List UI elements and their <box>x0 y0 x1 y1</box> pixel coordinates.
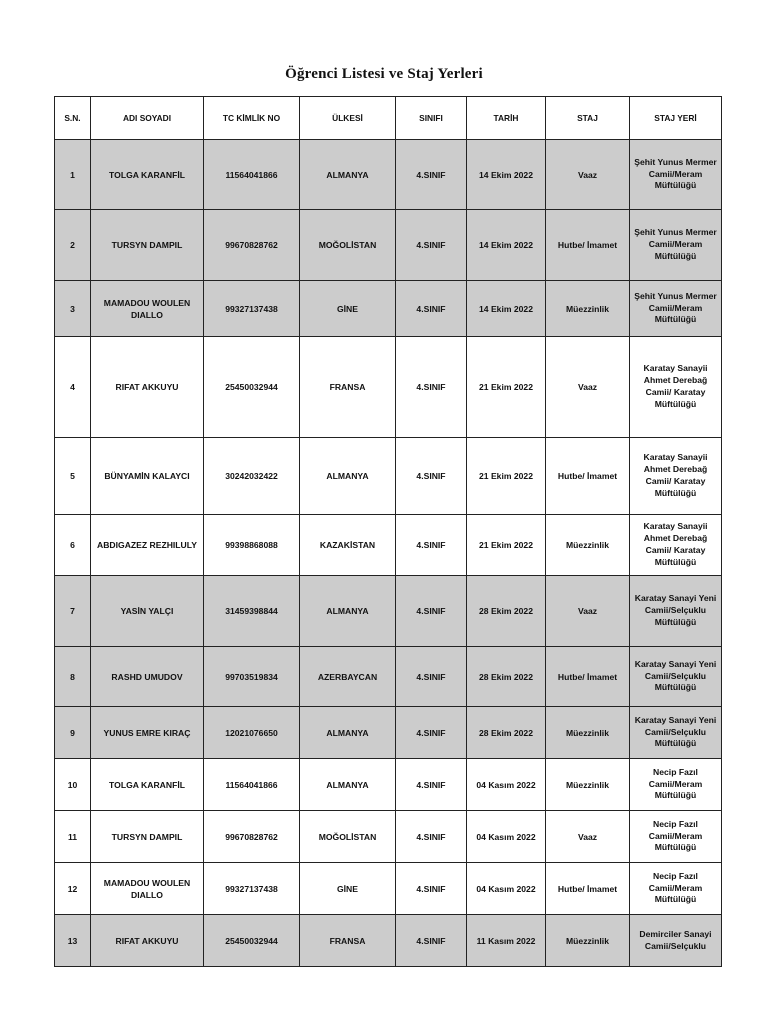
cell-staj: Müezzinlik <box>546 281 630 337</box>
cell-date: 21 Ekim 2022 <box>467 515 546 576</box>
cell-date: 21 Ekim 2022 <box>467 438 546 515</box>
cell-date: 28 Ekim 2022 <box>467 707 546 759</box>
cell-class: 4.SINIF <box>396 281 467 337</box>
cell-place: Karatay Sanayi Yeni Camii/Selçuklu Müftülüğü <box>630 707 722 759</box>
cell-class: 4.SINIF <box>396 337 467 438</box>
cell-country: GİNE <box>300 281 396 337</box>
cell-place: Karatay Sanayii Ahmet Derebağ Camii/ Karatay Müftülüğü <box>630 438 722 515</box>
cell-staj: Hutbe/ İmamet <box>546 863 630 915</box>
cell-sn: 2 <box>55 210 91 281</box>
cell-place: Necip Fazıl Camii/Meram Müftülüğü <box>630 863 722 915</box>
cell-staj: Hutbe/ İmamet <box>546 438 630 515</box>
cell-staj: Müezzinlik <box>546 759 630 811</box>
cell-date: 14 Ekim 2022 <box>467 281 546 337</box>
column-header-staj: STAJ <box>546 97 630 140</box>
cell-name: YASİN YALÇI <box>91 576 204 647</box>
cell-tc: 25450032944 <box>204 337 300 438</box>
table-row <box>55 811 722 863</box>
cell-date: 28 Ekim 2022 <box>467 576 546 647</box>
cell-country: MOĞOLİSTAN <box>300 811 396 863</box>
cell-class: 4.SINIF <box>396 438 467 515</box>
cell-country: ALMANYA <box>300 438 396 515</box>
cell-sn: 9 <box>55 707 91 759</box>
student-table <box>54 96 722 967</box>
cell-class: 4.SINIF <box>396 576 467 647</box>
table-row <box>55 337 722 438</box>
table-row <box>55 515 722 576</box>
cell-place: Necip Fazıl Camii/Meram Müftülüğü <box>630 811 722 863</box>
cell-country: FRANSA <box>300 915 396 967</box>
column-header-tc: TC KİMLİK NO <box>204 97 300 140</box>
cell-tc: 31459398844 <box>204 576 300 647</box>
cell-class: 4.SINIF <box>396 140 467 210</box>
table-header-row <box>55 97 722 140</box>
cell-sn: 10 <box>55 759 91 811</box>
cell-date: 04 Kasım 2022 <box>467 759 546 811</box>
cell-place: Karatay Sanayi Yeni Camii/Selçuklu Müftülüğü <box>630 576 722 647</box>
cell-sn: 5 <box>55 438 91 515</box>
cell-country: KAZAKİSTAN <box>300 515 396 576</box>
cell-class: 4.SINIF <box>396 863 467 915</box>
cell-country: AZERBAYCAN <box>300 647 396 707</box>
table-row <box>55 647 722 707</box>
table-row <box>55 915 722 967</box>
cell-name: MAMADOU WOULEN DIALLO <box>91 281 204 337</box>
cell-place: Şehit Yunus Mermer Camii/Meram Müftülüğü <box>630 210 722 281</box>
cell-tc: 99398868088 <box>204 515 300 576</box>
table-row <box>55 759 722 811</box>
cell-class: 4.SINIF <box>396 811 467 863</box>
cell-sn: 6 <box>55 515 91 576</box>
cell-date: 14 Ekim 2022 <box>467 210 546 281</box>
cell-name: TURSYN DAMPIL <box>91 811 204 863</box>
cell-staj: Vaaz <box>546 140 630 210</box>
cell-tc: 99670828762 <box>204 210 300 281</box>
cell-name: TOLGA KARANFİL <box>91 140 204 210</box>
cell-sn: 1 <box>55 140 91 210</box>
cell-place: Necip Fazıl Camii/Meram Müftülüğü <box>630 759 722 811</box>
cell-place: Karatay Sanayii Ahmet Derebağ Camii/ Karatay Müftülüğü <box>630 515 722 576</box>
cell-country: MOĞOLİSTAN <box>300 210 396 281</box>
cell-tc: 11564041866 <box>204 140 300 210</box>
cell-staj: Vaaz <box>546 811 630 863</box>
cell-class: 4.SINIF <box>396 759 467 811</box>
cell-sn: 4 <box>55 337 91 438</box>
cell-class: 4.SINIF <box>396 515 467 576</box>
cell-staj: Vaaz <box>546 576 630 647</box>
cell-sn: 13 <box>55 915 91 967</box>
cell-country: ALMANYA <box>300 576 396 647</box>
cell-tc: 25450032944 <box>204 915 300 967</box>
cell-class: 4.SINIF <box>396 647 467 707</box>
cell-name: TOLGA KARANFİL <box>91 759 204 811</box>
cell-date: 04 Kasım 2022 <box>467 863 546 915</box>
table-row <box>55 863 722 915</box>
cell-name: ABDIGAZEZ REZHILULY <box>91 515 204 576</box>
table-row <box>55 210 722 281</box>
cell-country: ALMANYA <box>300 759 396 811</box>
table-row <box>55 438 722 515</box>
column-header-sn: S.N. <box>55 97 91 140</box>
column-header-place: STAJ YERİ <box>630 97 722 140</box>
cell-class: 4.SINIF <box>396 915 467 967</box>
table-row <box>55 576 722 647</box>
table-row <box>55 707 722 759</box>
cell-sn: 3 <box>55 281 91 337</box>
page-title: Öğrenci Listesi ve Staj Yerleri <box>285 66 483 82</box>
cell-name: RASHD UMUDOV <box>91 647 204 707</box>
column-header-date: TARİH <box>467 97 546 140</box>
cell-sn: 11 <box>55 811 91 863</box>
cell-country: ALMANYA <box>300 707 396 759</box>
cell-date: 28 Ekim 2022 <box>467 647 546 707</box>
cell-place: Şehit Yunus Mermer Camii/Meram Müftülüğü <box>630 281 722 337</box>
cell-date: 14 Ekim 2022 <box>467 140 546 210</box>
cell-staj: Vaaz <box>546 337 630 438</box>
cell-name: YUNUS EMRE KIRAÇ <box>91 707 204 759</box>
cell-class: 4.SINIF <box>396 210 467 281</box>
cell-sn: 12 <box>55 863 91 915</box>
cell-place: Karatay Sanayii Ahmet Derebağ Camii/ Karatay Müftülüğü <box>630 337 722 438</box>
cell-staj: Müezzinlik <box>546 915 630 967</box>
cell-name: MAMADOU WOULEN DIALLO <box>91 863 204 915</box>
cell-staj: Hutbe/ İmamet <box>546 210 630 281</box>
cell-name: BÜNYAMİN KALAYCI <box>91 438 204 515</box>
column-header-country: ÜLKESİ <box>300 97 396 140</box>
cell-class: 4.SINIF <box>396 707 467 759</box>
cell-country: ALMANYA <box>300 140 396 210</box>
cell-name: RIFAT AKKUYU <box>91 337 204 438</box>
cell-place: Şehit Yunus Mermer Camii/Meram Müftülüğü <box>630 140 722 210</box>
cell-staj: Hutbe/ İmamet <box>546 647 630 707</box>
cell-country: GİNE <box>300 863 396 915</box>
cell-tc: 11564041866 <box>204 759 300 811</box>
table-row <box>55 140 722 210</box>
cell-name: TURSYN DAMPIL <box>91 210 204 281</box>
cell-country: FRANSA <box>300 337 396 438</box>
cell-name: RIFAT AKKUYU <box>91 915 204 967</box>
cell-place: Karatay Sanayi Yeni Camii/Selçuklu Müftülüğü <box>630 647 722 707</box>
cell-tc: 30242032422 <box>204 438 300 515</box>
cell-sn: 7 <box>55 576 91 647</box>
column-header-class: SINIFI <box>396 97 467 140</box>
cell-place: Demirciler Sanayi Camii/Selçuklu <box>630 915 722 967</box>
cell-date: 11 Kasım 2022 <box>467 915 546 967</box>
cell-tc: 12021076650 <box>204 707 300 759</box>
cell-staj: Müezzinlik <box>546 515 630 576</box>
table-row <box>55 281 722 337</box>
cell-tc: 99327137438 <box>204 863 300 915</box>
column-header-name: ADI SOYADI <box>91 97 204 140</box>
cell-date: 21 Ekim 2022 <box>467 337 546 438</box>
cell-sn: 8 <box>55 647 91 707</box>
cell-date: 04 Kasım 2022 <box>467 811 546 863</box>
cell-staj: Müezzinlik <box>546 707 630 759</box>
cell-tc: 99670828762 <box>204 811 300 863</box>
cell-tc: 99703519834 <box>204 647 300 707</box>
cell-tc: 99327137438 <box>204 281 300 337</box>
